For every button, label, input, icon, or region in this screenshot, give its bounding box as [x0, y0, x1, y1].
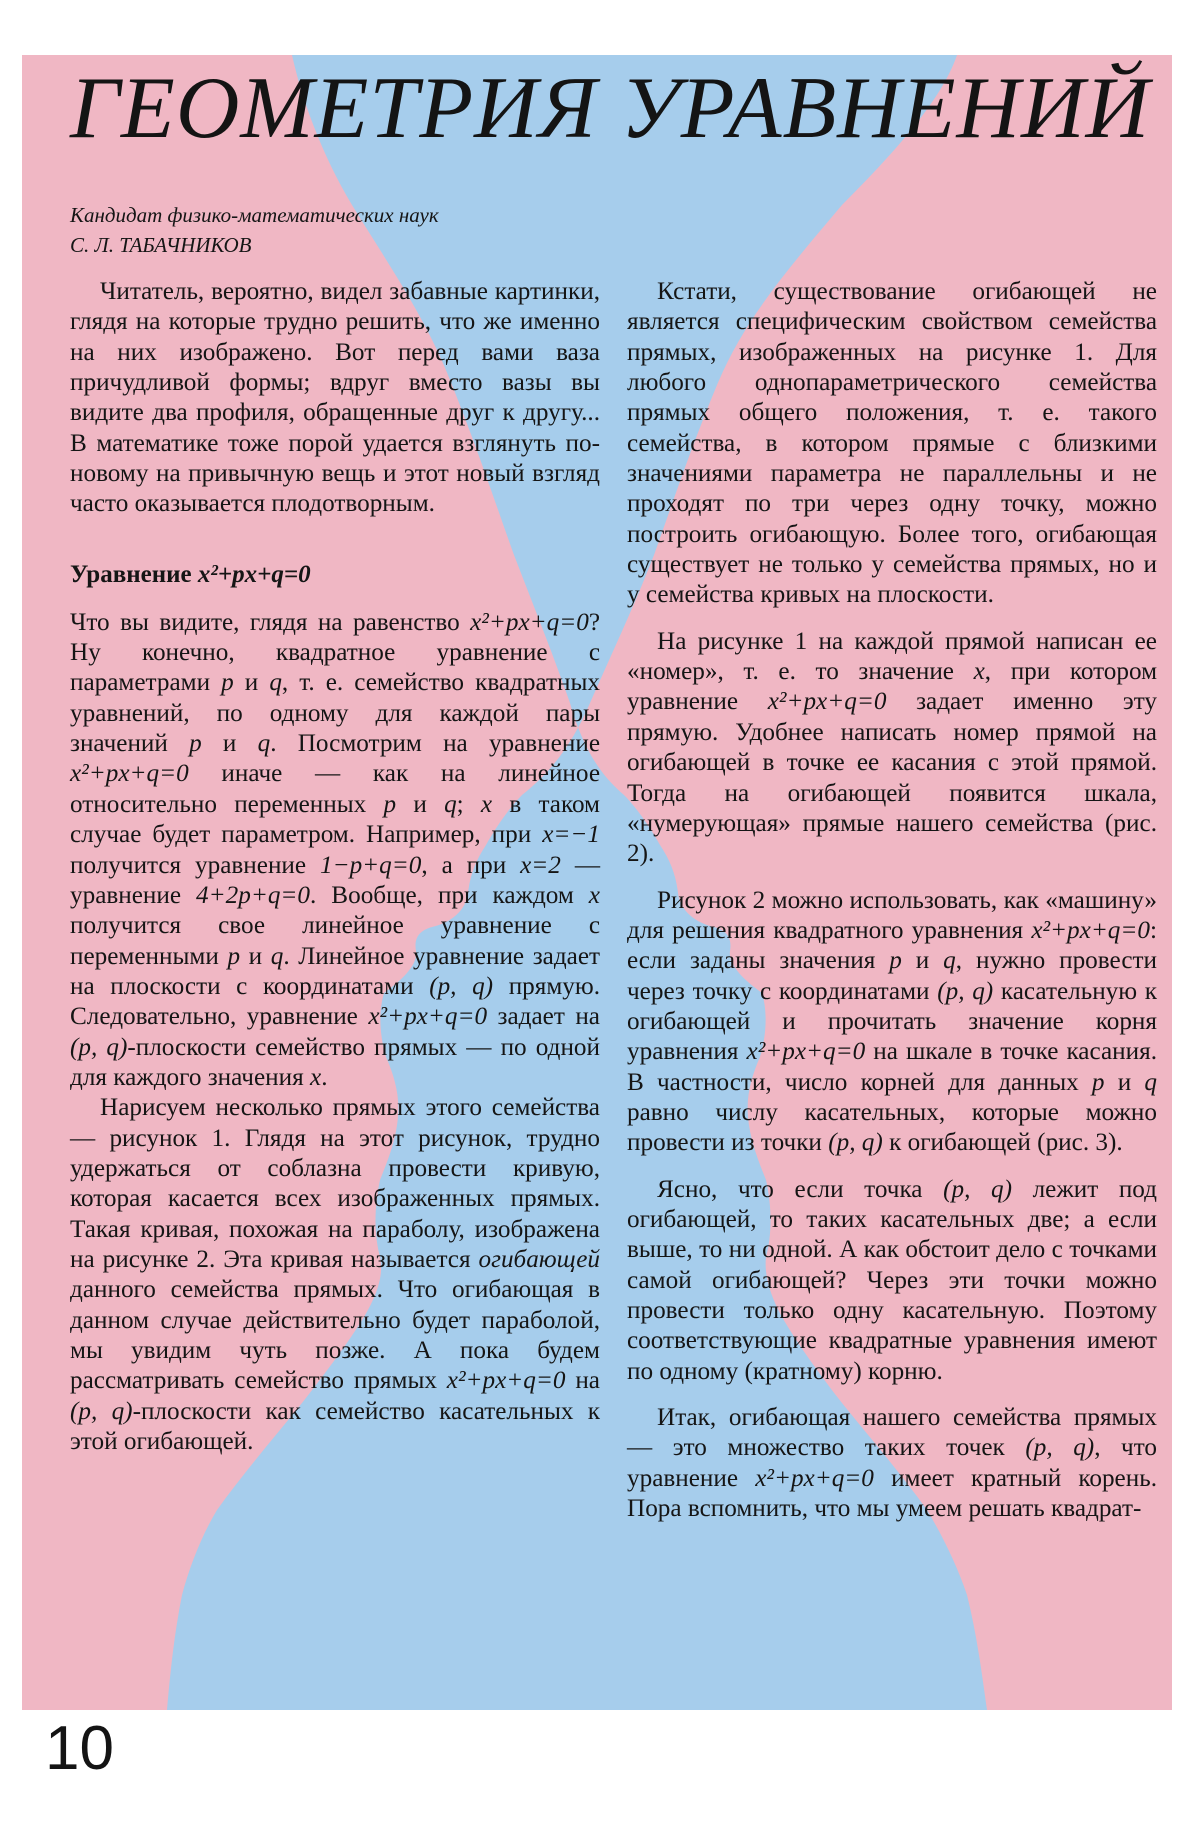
paragraph-envelope: Нарисуем несколько прямых этого семейства — рисунок 1. Глядя на этот рисунок, трудно удержаться от соблазна провести кривую, которая касается всех изображенных прямых. Такая кривая, похожая на параболу, изображена на рисунке 2. Эта кривая называется огибающей данного семейства прямых. Что огибающая в данном случае действительно будет параболой, мы увидим чуть позже. А пока будем рассматривать семейство прямых x²+px+q=0 на (p, q)-плоскости как семейство касательных к этой огибающей.: [70, 1094, 600, 1456]
section-heading: Уравнение x²+px+q=0: [70, 560, 311, 588]
author-name: С. Л. ТАБАЧНИКОВ: [70, 233, 252, 257]
intro-paragraph: Читатель, вероятно, видел забавные картинки, глядя на которые трудно решить, что же именно на них изображено. Вот перед вами ваза причудливой формы; вдруг вместо вазы вы видите два профиля, обращенные друг к другу... В математике тоже порой удается взглянуть по-новому на привычную вещь и этот новый взгляд часто оказывается плодотворным.: [70, 278, 600, 518]
article-title: ГЕОМЕТРИЯ УРАВНЕНИЙ: [70, 60, 1151, 157]
author-degree: Кандидат физико-математических наук: [70, 203, 439, 227]
paragraph-machine: Рисунок 2 можно использовать, как «машину» для решения квадратного уравнения x²+px+q=0: если заданы значения p и q, нужно провести через точку с координатами (p, q) касательную к огибающей и прочитать значение корня уравнения x²+px+q=0 на шкале в точке касания. В частности, число корней для данных p и q равно числу касательных, которые можно провести из точки (p, q) к огибающей (рис. 3).: [627, 886, 1158, 1157]
left-column: [70, 235, 600, 1457]
page: [22, 55, 1172, 1710]
paragraph-tangents: Ясно, что если точка (p, q) лежит под огибающей, то таких касательных две; а если выше, то ни одной. А как обстоит дело с точками самой огибающей? Через эти точки можно провести только одну касательную. Поэтому соответствующие квадратные уравнения имеют по одному (кратному) корню.: [627, 1175, 1157, 1385]
paragraph-numbering: На рисунке 1 на каждой прямой написан ее «номер», т. е. то значение x, при котором уравнение x²+px+q=0 задает именно эту прямую. Удобнее написать номер прямой на огибающей в точке ее касания с этой прямой. Тогда на огибающей появится шкала, «нумерующая» прямые нашего семейства (рис. 2).: [627, 627, 1158, 868]
paragraph-existence: Кстати, существование огибающей не является специфическим свойством семейства прямых, изображенных на рисунке 1. Для любого однопараметрического семейства прямых общего положения, т. е. такого семейства, в котором прямые с близкими значениями параметра не параллельны и не проходят по три через одну точку, можно построить огибающую. Более того, огибающая существует не только у семейства прямых, но и у семейства кривых на плоскости.: [627, 278, 1157, 609]
paragraph-equation-view: Что вы видите, глядя на равенство x²+px+q=0? Ну конечно, квадратное уравнение с параметрами p и q, т. е. семейство квадратных уравнений, по одному для каждой пары значений p и q. Посмотрим на уравнение x²+px+q=0 иначе — как на линейное относительно переменных p и q; x в таком случае будет параметром. Например, при x=−1 получится уравнение 1−p+q=0, а при x=2 — уравнение 4+2p+q=0. Вообще, при каждом x получится свое линейное уравнение с переменными p и q. Линейное уравнение задает на плоскости с координатами (p, q) прямую. Следовательно, уравнение x²+px+q=0 задает на (p, q)-плоскости семейство прямых — по одной для каждого значения x.: [70, 608, 601, 1091]
paragraph-multiple-root: Итак, огибающая нашего семейства прямых — это множество таких точек (p, q), что уравнение x²+px+q=0 имеет кратный корень. Пора вспомнить, что мы умеем решать квадрат-: [627, 1404, 1157, 1523]
page-number: 10: [45, 1714, 114, 1783]
equation: x²+px+q=0: [197, 560, 311, 588]
right-column: [627, 235, 1157, 1524]
